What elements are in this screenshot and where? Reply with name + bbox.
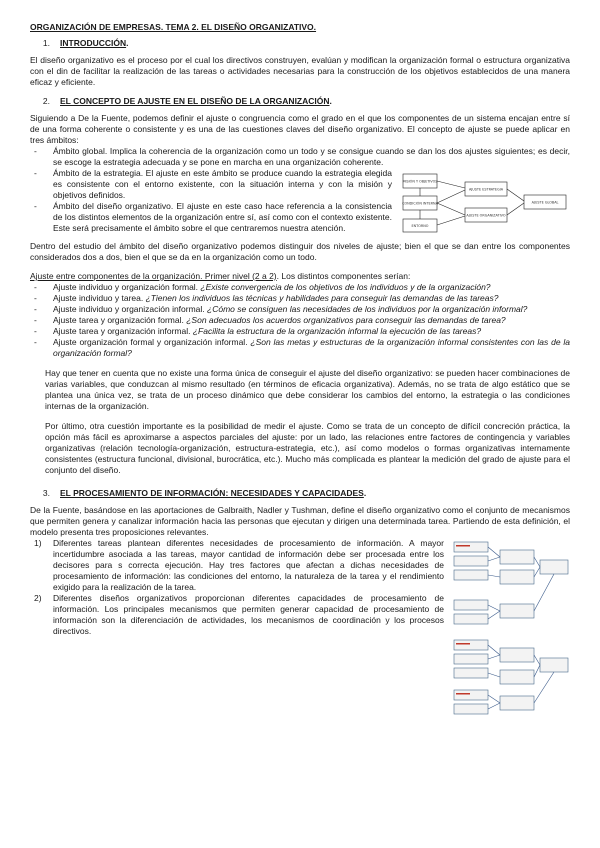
- diagram-label: MISIÓN Y OBJETIVOS: [402, 179, 438, 184]
- section-1-paragraph: El diseño organizativo es el proceso por el cual los directivos construyen, evalúan y modifican la organización formal o estructura organizativa con el din de facilitar la realización de las tareas o actividades necesarias para la construcción de los objetivos establecidos de una manera eficaz y eficiente.: [30, 55, 570, 87]
- section-number: 2.: [42, 96, 50, 106]
- diagram-label: AJUSTE ORGANIZATIVO: [466, 213, 506, 218]
- section-2-paragraph: Dentro del estudio del ámbito del diseño organizativo podemos distinguir dos niveles de ajuste; bien el que se dan entre los componentes considerados dos a dos, bien el que se da en la organización como un todo.: [30, 241, 570, 262]
- item-number: 2): [34, 593, 42, 603]
- list-item: [30, 293, 570, 304]
- section-2-intro: Siguiendo a De la Fuente, podemos definir el ajuste o congruencia como el grado en el que los componentes de un sistema encajan entre sí de una forma coherente o consistente y es una de las cuestiones claves del diseño organizativo. El concepto de ajuste se puede aplicar en tres ámbitos:: [30, 113, 570, 145]
- list-item: [30, 315, 570, 326]
- dash-bullet: -: [34, 304, 37, 314]
- item-question: ¿Son adecuados los acuerdos organizativos para conseguir las demandas de tarea?: [186, 315, 506, 325]
- proposiciones-list: [30, 538, 570, 637]
- diagram-label: AJUSTE ESTRATEGIA: [468, 187, 504, 192]
- list-item: [30, 538, 570, 593]
- ambitos-list: [30, 146, 570, 234]
- section-title: INTRODUCCIÓN: [60, 38, 127, 48]
- item-label: Ajuste tarea y organización informal.: [53, 326, 193, 336]
- list-item: [30, 304, 570, 315]
- section-3-intro: De la Fuente, basándose en las aportaciones de Galbraith, Nadler y Tushman, define el diseño organizativo como el conjunto de mecanismos que permiten genera y canalizar información hacia las personas que ejecutan y dirigen una determinada tarea. Partiendo de esta definición, el modelo presenta tres proposiciones relevantes.: [30, 505, 570, 537]
- lead-rest: . Los distintos componentes serían:: [276, 271, 411, 281]
- section-2-heading: 2. EL CONCEPTO DE AJUSTE EN EL DISEÑO DE LA ORGANIZACIÓN.: [30, 96, 570, 106]
- dash-bullet: -: [34, 201, 37, 211]
- diagram-label: ENTORNO: [411, 224, 429, 228]
- ajuste-components-list: [30, 282, 570, 359]
- item-question: ¿Facilita la estructura de la organización informal la ejecución de las tareas?: [192, 326, 482, 336]
- list-item-text: Diferentes tareas plantean diferentes necesidades de procesamiento de información. A mayor incertidumbre asociada a las tareas, mayor cantidad de información debe ser procesada entre los decisores para s correcta ejecución. Hay tres factores que afectan a dichas necesidades de procesamiento de información: las condiciones del entorno, la naturaleza de la tarea y el rendimiento exigido para la realización de la tarea.: [53, 538, 444, 592]
- list-item: [30, 326, 570, 337]
- item-label: Ajuste tarea y organización formal.: [53, 315, 187, 325]
- item-question: ¿Son las metas y estructuras de la organización informal consistentes con las de la organización formal?: [53, 337, 570, 358]
- section-title: EL PROCESAMIENTO DE INFORMACIÓN: NECESIDADES Y CAPACIDADES: [60, 488, 364, 498]
- item-label: Ajuste individuo y organización informal.: [53, 304, 208, 314]
- list-item-text: Ámbito de la estrategia. El ajuste en este ámbito se produce cuando la estrategia elegida es consistente con el entorno existente, con la situación interna y con la misión y objetivos definidos.: [53, 168, 392, 200]
- diagram-label: CONDICIÓN INTERNA: [402, 201, 438, 206]
- item-question: ¿Cómo se consiguen las necesidades de los individuos por la organización informal?: [207, 304, 528, 314]
- document-title: ORGANIZACIÓN DE EMPRESAS. TEMA 2. EL DISEÑO ORGANIZATIVO.: [30, 22, 317, 32]
- dash-bullet: -: [34, 326, 37, 336]
- list-item-text: Ámbito del diseño organizativo. El ajuste en este caso hace referencia a la consistencia de los distintos elementos de la organización entre sí, así como con el contexto existente. Este será precisamente el ámbito sobre el que centraremos nuestra atención.: [53, 201, 392, 233]
- item-question: ¿Existe convergencia de los objetivos de los individuos y de la organización?: [200, 282, 491, 292]
- item-label: Ajuste organización formal y organización informal.: [53, 337, 251, 347]
- list-item: [30, 146, 570, 168]
- list-item: [30, 201, 570, 234]
- section-1-heading: 1. INTRODUCCIÓN.: [30, 38, 570, 48]
- item-label: Ajuste individuo y tarea.: [53, 293, 146, 303]
- dash-bullet: -: [34, 337, 37, 347]
- list-item: [30, 337, 570, 359]
- dash-bullet: -: [34, 146, 37, 156]
- dash-bullet: -: [34, 293, 37, 303]
- section-2-paragraph: Hay que tener en cuenta que no existe una forma única de conseguir el ajuste del diseño organizativo: se pueden hacer combinaciones de varias variables, que conduzcan al mismo resultado (en términos de eficacia organizativa). Además, no se trata de algo estático que se plantea una única vez, se trata de un proceso dinámico que debe considerar los cambios del entorno, la estrategia o las condiciones internas de la organización.: [45, 368, 570, 411]
- list-item-text: Ámbito global. Implica la coherencia de la organización como un todo y se consigue cuando se dan los dos ajustes siguientes; es decir, se escoge la estrategia adecuada y se pone en marcha en una organización coherente.: [53, 146, 570, 167]
- section-2-paragraph: Por último, otra cuestión importante es la posibilidad de medir el ajuste. Como se trata de un concepto de difícil concreción práctica, la opción más fácil es aproximarse a aspectos parciales del ajuste: por un lado, las relaciones entre factores de contingencia y variables organizativas (relación tecnología-organización, estructura-estrategia, etc.), así como modelos o formas organizativas internamente consistentes (estructura funcional, divisional, burocrática, etc.). Mucho más complicada es plantear la medición del grado de ajuste para el conjunto del diseño.: [45, 421, 570, 475]
- list-item: [30, 282, 570, 293]
- item-label: Ajuste individuo y organización formal.: [53, 282, 201, 292]
- item-number: 1): [34, 538, 42, 548]
- list-item-text: Diferentes diseños organizativos proporcionan diferentes capacidades de procesamiento de información. Los principales mecanismos que permiten generar capacidad de procesamiento de información son la diferenciación de actividades, los mecanismos de coordinación y los procesos directivos.: [53, 593, 444, 636]
- section-3-heading: 3. EL PROCESAMIENTO DE INFORMACIÓN: NECESIDADES Y CAPACIDADES.: [30, 488, 570, 498]
- dash-bullet: -: [34, 168, 37, 178]
- ajuste-lead: [30, 271, 570, 282]
- section-number: 3.: [42, 488, 50, 498]
- dash-bullet: -: [34, 315, 37, 325]
- diagram-label: AJUSTE GLOBAL: [531, 200, 559, 205]
- list-item: [30, 593, 570, 637]
- dash-bullet: -: [34, 282, 37, 292]
- section-title: EL CONCEPTO DE AJUSTE EN EL DISEÑO DE LA ORGANIZACIÓN: [60, 96, 330, 106]
- section-number: 1.: [42, 38, 50, 48]
- item-question: ¿Tienen los individuos las técnicas y habilidades para conseguir las demandas de las tareas?: [145, 293, 499, 303]
- lead-underlined: Ajuste entre componentes de la organización. Primer nivel (2 a 2): [30, 271, 277, 281]
